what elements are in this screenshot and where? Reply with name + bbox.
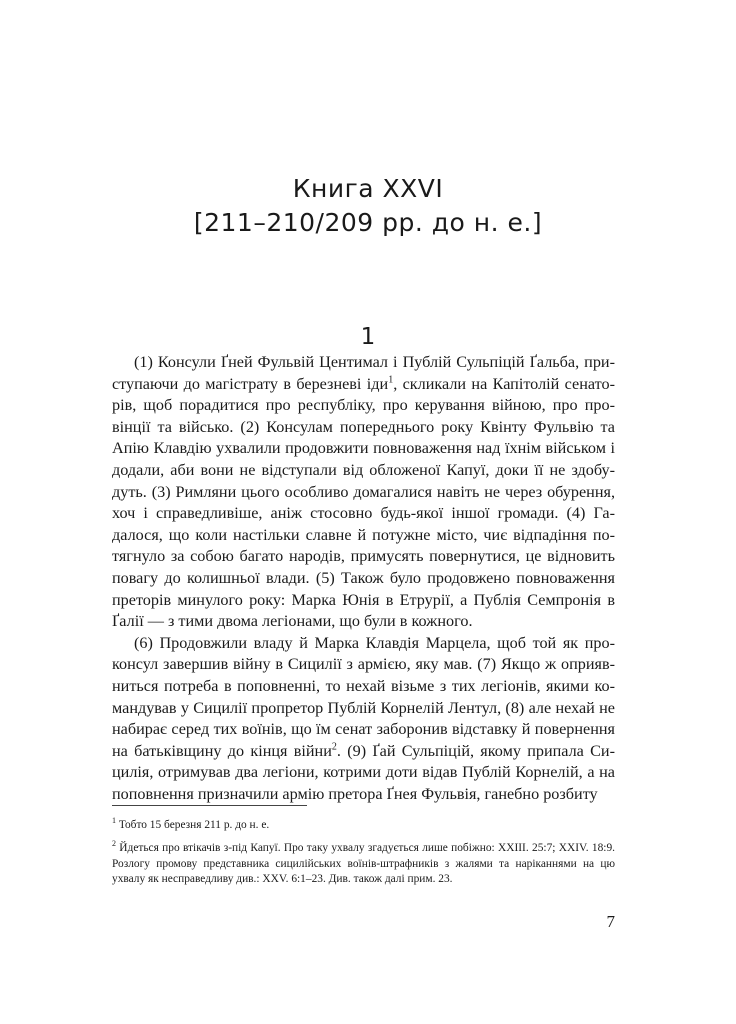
paragraph-text: , скликали на Капітолій сенаторів, щоб порадитися про республіку, про керування війною, про провінції та військо. (2) Консулам попереднього року Квінту Фульвію та Апію Клавдію ухвалили продовжити повноваження над їхнім військом і додали, аби вони не відступали від обложеної Капуї, доки її не здобудуть. (3) Римляни цього особливо домагалися навіть не через обурення, хоч і справедливіше, аніж стосовно будь-якої іншої громади. (4) Гадалося, що коли настільки славне й потужне місто, чиє відпадіння потягнуло за собою багато народів, примусять повернутися, це відновить повагу до колишньої влади. (5) Також було продовжено повноваження преторів минулого року: Марка Юнія в Етрурії, а Публія Семпронія в Ґалії — з тими двома легіонами, що були в кожного. (112, 374, 615, 631)
paragraph-text: (1) Консули Ґней Фульвій Центимал і Публій Сульпіцій Ґальба, приступаючи до магістрату в березневі іди (112, 353, 615, 393)
book-date-range: [211–210/209 рр. до н. е.] (193, 208, 543, 237)
footnote-text: Йдеться про втікачів з-під Капуї. Про таку ухвалу згадується лише побіжно: XXIII. 25:7; XXIV. 18:9. Розлогу промову представника сицилійських воїнів-штрафників з жалями та наріканнями на цю ухвалу як несправедливу див.: XXV. 6:1–23. Див. також далі прим. 23. (112, 842, 615, 886)
page-number: 7 (606, 912, 615, 931)
footnote-marker: 1 (112, 816, 116, 826)
chapter-number: 1 (360, 324, 376, 350)
footnotes (112, 818, 615, 896)
footnote-reference[interactable]: 2 (331, 741, 337, 753)
footnote-marker: 2 (112, 839, 116, 849)
main-text (112, 352, 615, 805)
footnote-text: Тобто 15 березня 211 р. до н. е. (116, 819, 270, 831)
paragraph-text: (6) Продовжили владу й Марка Клавдія Марцела, щоб той як проконсул завершив війну в Сицилії з армією, яку мав. (7) Якщо ж оприявниться потреба в поповненні, то нехай візьме з тих легіонів, якими командував у Сицилії пропретор Публій Корнелій Лентул, (8) але нехай не набирає серед тих воїнів, що їм сенат заборонив відставку й повернення на батьківщину до кінця війни (112, 633, 615, 760)
footnote-divider (112, 805, 307, 806)
footnote-reference[interactable]: 1 (388, 374, 394, 386)
footnote (112, 841, 615, 887)
footnote (112, 818, 615, 833)
paragraph-text: . (9) Ґай Сульпіцій, якому припала Сицилія, отримував два легіони, котрими доти відав Публій Корнелій, а на поповнення призначили армію претора Ґнея Фульвія, ганебно розбиту (112, 741, 615, 803)
paragraph (112, 352, 615, 633)
paragraph (112, 633, 615, 806)
book-title (0, 172, 736, 240)
book-title-line: Книга XXVI (292, 174, 444, 203)
